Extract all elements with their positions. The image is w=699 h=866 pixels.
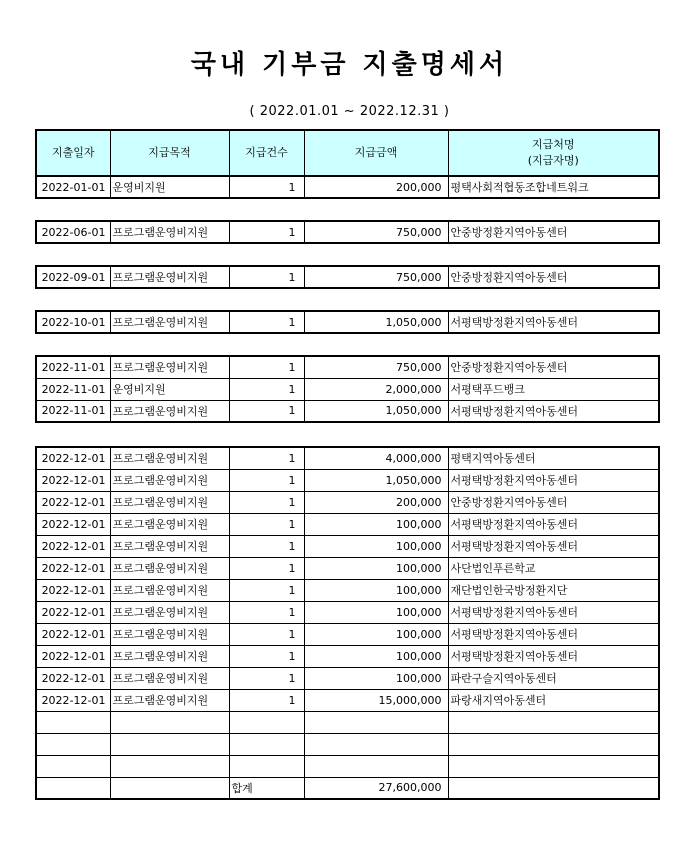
document-title: 국내 기부금 지출명세서 [190,50,509,80]
cell-recipient: 안중방정환지역아동센터 [448,221,659,243]
cell-date: 2022-12-01 [36,535,110,557]
cell-amount: 100,000 [304,579,448,601]
cell-amount: 100,000 [304,623,448,645]
total-cell [448,777,659,799]
cell-amount: 4,000,000 [304,447,448,469]
cell-count [229,755,304,777]
cell-amount: 100,000 [304,513,448,535]
cell-amount: 750,000 [304,356,448,378]
cell-count: 1 [229,266,304,288]
cell-date [36,755,110,777]
cell-date: 2022-12-01 [36,601,110,623]
cell-count: 1 [229,579,304,601]
cell-purpose: 프로그램운영비지원 [110,400,229,422]
cell-recipient: 서평택방정환지역아동센터 [448,601,659,623]
total-cell [36,777,110,799]
cell-count: 1 [229,447,304,469]
cell-count: 1 [229,176,304,198]
cell-recipient: 안중방정환지역아동센터 [448,356,659,378]
cell-recipient: 안중방정환지역아동센터 [448,491,659,513]
table-row [36,221,659,243]
header-amount: 지급금액 [304,130,448,176]
cell-date: 2022-01-01 [36,176,110,198]
period-range: ( 2022.01.01 ~ 2022.12.31 ) [249,104,450,119]
total-label: 합계 [229,777,304,799]
cell-amount: 100,000 [304,535,448,557]
cell-date: 2022-10-01 [36,311,110,333]
cell-recipient: 서평택방정환지역아동센터 [448,400,659,422]
cell-purpose: 프로그램운영비지원 [110,221,229,243]
table-row [36,513,659,535]
cell-amount: 15,000,000 [304,689,448,711]
header-purpose: 지급목적 [110,130,229,176]
cell-count: 1 [229,667,304,689]
cell-amount: 100,000 [304,667,448,689]
cell-amount: 1,050,000 [304,400,448,422]
header-count: 지급건수 [229,130,304,176]
cell-purpose: 프로그램운영비지원 [110,311,229,333]
total-amount: 27,600,000 [304,777,448,799]
cell-date: 2022-09-01 [36,266,110,288]
cell-recipient: 파랑새지역아동센터 [448,689,659,711]
cell-recipient: 서평택방정환지역아동센터 [448,535,659,557]
cell-amount: 1,050,000 [304,311,448,333]
cell-recipient: 평택지역아동센터 [448,447,659,469]
cell-count: 1 [229,311,304,333]
cell-purpose: 프로그램운영비지원 [110,557,229,579]
cell-date [36,733,110,755]
cell-purpose: 프로그램운영비지원 [110,469,229,491]
cell-amount [304,733,448,755]
cell-purpose: 프로그램운영비지원 [110,513,229,535]
cell-amount: 200,000 [304,176,448,198]
header-recipient [448,130,659,176]
cell-purpose: 프로그램운영비지원 [110,266,229,288]
expense-group [35,220,660,244]
cell-count [229,711,304,733]
cell-purpose: 프로그램운영비지원 [110,601,229,623]
cell-amount [304,755,448,777]
cell-count: 1 [229,378,304,400]
cell-date: 2022-12-01 [36,513,110,535]
expense-group [35,265,660,289]
cell-amount: 100,000 [304,601,448,623]
header-date: 지출일자 [36,130,110,176]
cell-purpose: 프로그램운영비지원 [110,579,229,601]
table-row [36,557,659,579]
total-cell [110,777,229,799]
cell-recipient: 서평택방정환지역아동센터 [448,469,659,491]
table-row [36,755,659,777]
table-row [36,491,659,513]
cell-amount: 1,050,000 [304,469,448,491]
cell-count: 1 [229,221,304,243]
cell-amount [304,711,448,733]
table-row [36,176,659,198]
cell-purpose: 운영비지원 [110,176,229,198]
cell-date: 2022-12-01 [36,491,110,513]
table-row [36,733,659,755]
cell-count: 1 [229,356,304,378]
table-row [36,378,659,400]
cell-purpose: 프로그램운영비지원 [110,645,229,667]
cell-recipient [448,733,659,755]
table-row [36,266,659,288]
cell-date: 2022-12-01 [36,447,110,469]
cell-date: 2022-12-01 [36,557,110,579]
cell-date: 2022-12-01 [36,623,110,645]
table-row [36,711,659,733]
cell-count: 1 [229,645,304,667]
cell-recipient [448,755,659,777]
table-row [36,579,659,601]
cell-amount: 200,000 [304,491,448,513]
cell-count: 1 [229,535,304,557]
total-row [36,777,659,799]
cell-purpose: 프로그램운영비지원 [110,447,229,469]
table-row [36,400,659,422]
cell-purpose: 운영비지원 [110,378,229,400]
cell-purpose: 프로그램운영비지원 [110,623,229,645]
cell-amount: 100,000 [304,645,448,667]
cell-purpose [110,733,229,755]
table-row [36,469,659,491]
cell-date [36,711,110,733]
cell-count: 1 [229,491,304,513]
table-row [36,311,659,333]
cell-recipient: 평택사회적협동조합네트워크 [448,176,659,198]
header-recipient-line1: 지급처명 [531,138,575,151]
cell-purpose: 프로그램운영비지원 [110,667,229,689]
table-row [36,645,659,667]
cell-recipient: 안중방정환지역아동센터 [448,266,659,288]
table-row [36,535,659,557]
cell-recipient: 서평택푸드뱅크 [448,378,659,400]
cell-recipient: 서평택방정환지역아동센터 [448,645,659,667]
table-row [36,623,659,645]
cell-recipient: 재단법인한국방정환지단 [448,579,659,601]
cell-date: 2022-12-01 [36,645,110,667]
cell-date: 2022-11-01 [36,356,110,378]
cell-count: 1 [229,513,304,535]
cell-date: 2022-12-01 [36,667,110,689]
table-row [36,667,659,689]
table-row [36,689,659,711]
cell-date: 2022-12-01 [36,469,110,491]
table-header [35,129,660,177]
cell-amount: 750,000 [304,266,448,288]
cell-amount: 100,000 [304,557,448,579]
expense-group [35,355,660,423]
cell-amount: 2,000,000 [304,378,448,400]
cell-recipient: 파란구슬지역아동센터 [448,667,659,689]
header-recipient-line2: (지급자명) [527,154,579,167]
cell-date: 2022-12-01 [36,689,110,711]
cell-purpose [110,755,229,777]
cell-recipient: 사단법인푸른학교 [448,557,659,579]
table-row [36,601,659,623]
cell-recipient: 서평택방정환지역아동센터 [448,311,659,333]
cell-count: 1 [229,400,304,422]
cell-recipient: 서평택방정환지역아동센터 [448,513,659,535]
cell-recipient: 서평택방정환지역아동센터 [448,623,659,645]
cell-purpose: 프로그램운영비지원 [110,491,229,513]
cell-purpose: 프로그램운영비지원 [110,535,229,557]
table-row [36,356,659,378]
cell-count: 1 [229,601,304,623]
expense-group [35,310,660,334]
cell-purpose [110,711,229,733]
cell-count: 1 [229,689,304,711]
cell-purpose: 프로그램운영비지원 [110,689,229,711]
cell-count [229,733,304,755]
cell-amount: 750,000 [304,221,448,243]
table-row [36,447,659,469]
cell-date: 2022-12-01 [36,579,110,601]
cell-recipient [448,711,659,733]
cell-date: 2022-06-01 [36,221,110,243]
cell-purpose: 프로그램운영비지원 [110,356,229,378]
cell-date: 2022-11-01 [36,378,110,400]
cell-count: 1 [229,623,304,645]
cell-date: 2022-11-01 [36,400,110,422]
cell-count: 1 [229,469,304,491]
cell-count: 1 [229,557,304,579]
expense-group [35,175,660,199]
expense-group [35,446,660,800]
